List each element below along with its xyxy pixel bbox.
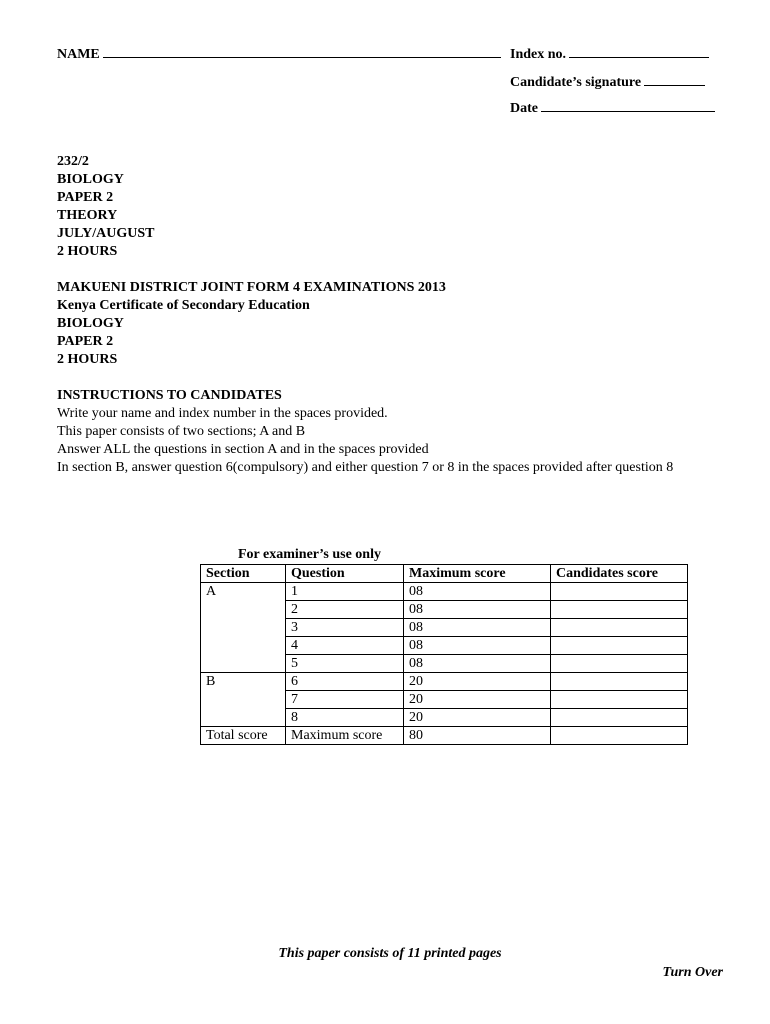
section-cell: B xyxy=(201,673,286,727)
name-label: NAME xyxy=(57,47,100,62)
exam-certificate: Kenya Certificate of Secondary Education xyxy=(57,298,310,313)
exam-paper: PAPER 2 xyxy=(57,334,114,349)
section-cell: A xyxy=(201,583,286,673)
question-cell: 5 xyxy=(286,655,404,673)
max-score-cell: 08 xyxy=(404,637,551,655)
paper-info xyxy=(57,153,155,261)
max-score-cell: 20 xyxy=(404,691,551,709)
table-header-row xyxy=(201,565,688,583)
candidate-score-cell[interactable] xyxy=(551,619,688,637)
question-cell: 7 xyxy=(286,691,404,709)
instructions xyxy=(57,387,673,477)
instruction-line: Write your name and index number in the spaces provided. xyxy=(57,406,388,421)
total-candidate-score-cell[interactable] xyxy=(551,727,688,745)
candidate-score-cell[interactable] xyxy=(551,691,688,709)
date-label: Date xyxy=(510,101,538,116)
table-total-row xyxy=(201,727,688,745)
exam-title: MAKUENI DISTRICT JOINT FORM 4 EXAMINATIONS 2013 xyxy=(57,280,446,295)
header-section: Section xyxy=(201,565,286,583)
max-score-cell: 20 xyxy=(404,673,551,691)
signature-line xyxy=(644,84,705,86)
header-max-score: Maximum score xyxy=(404,565,551,583)
question-cell: 1 xyxy=(286,583,404,601)
instruction-line: This paper consists of two sections; A and B xyxy=(57,424,306,439)
date-line xyxy=(541,110,715,112)
candidate-score-cell[interactable] xyxy=(551,655,688,673)
table-row xyxy=(201,673,688,691)
max-score-cell: 08 xyxy=(404,655,551,673)
question-cell: 4 xyxy=(286,637,404,655)
turn-over: Turn Over xyxy=(662,965,723,980)
signature-field xyxy=(510,75,705,91)
index-label: Index no. xyxy=(510,47,567,62)
paper-number: PAPER 2 xyxy=(57,190,114,205)
question-cell: 2 xyxy=(286,601,404,619)
header-candidate-score: Candidates score xyxy=(551,565,688,583)
paper-type: THEORY xyxy=(57,208,118,223)
exam-duration: 2 HOURS xyxy=(57,352,118,367)
candidate-score-cell[interactable] xyxy=(551,583,688,601)
question-cell: 8 xyxy=(286,709,404,727)
max-score-cell: 08 xyxy=(404,619,551,637)
signature-label: Candidate’s signature xyxy=(510,75,642,90)
candidate-score-cell[interactable] xyxy=(551,601,688,619)
exam-subject: BIOLOGY xyxy=(57,316,124,331)
candidate-score-cell[interactable] xyxy=(551,709,688,727)
paper-session: JULY/AUGUST xyxy=(57,226,155,241)
instruction-line: In section B, answer question 6(compulsory) and either question 7 or 8 in the spaces provided after question 8 xyxy=(57,460,674,475)
max-score-cell: 08 xyxy=(404,583,551,601)
index-line xyxy=(569,56,709,58)
index-field xyxy=(510,47,709,63)
instruction-line: Answer ALL the questions in section A and in the spaces provided xyxy=(57,442,429,457)
total-max-score-cell: 80 xyxy=(404,727,551,745)
total-score-label: Total score xyxy=(201,727,286,745)
examiner-score-table xyxy=(200,564,688,745)
question-cell: 6 xyxy=(286,673,404,691)
question-cell: 3 xyxy=(286,619,404,637)
pages-note: This paper consists of 11 printed pages xyxy=(278,946,502,961)
instructions-title: INSTRUCTIONS TO CANDIDATES xyxy=(57,388,282,403)
max-score-cell: 20 xyxy=(404,709,551,727)
candidate-score-cell[interactable] xyxy=(551,673,688,691)
name-line xyxy=(103,56,501,58)
table-row xyxy=(201,583,688,601)
max-score-cell: 08 xyxy=(404,601,551,619)
name-field xyxy=(57,47,501,63)
examiner-caption: For examiner’s use only xyxy=(238,547,381,562)
maximum-score-label: Maximum score xyxy=(286,727,404,745)
exam-info xyxy=(57,279,446,369)
paper-subject: BIOLOGY xyxy=(57,172,124,187)
date-field xyxy=(510,101,715,117)
candidate-score-cell[interactable] xyxy=(551,637,688,655)
header-question: Question xyxy=(286,565,404,583)
paper-code: 232/2 xyxy=(57,154,89,169)
paper-duration: 2 HOURS xyxy=(57,244,118,259)
